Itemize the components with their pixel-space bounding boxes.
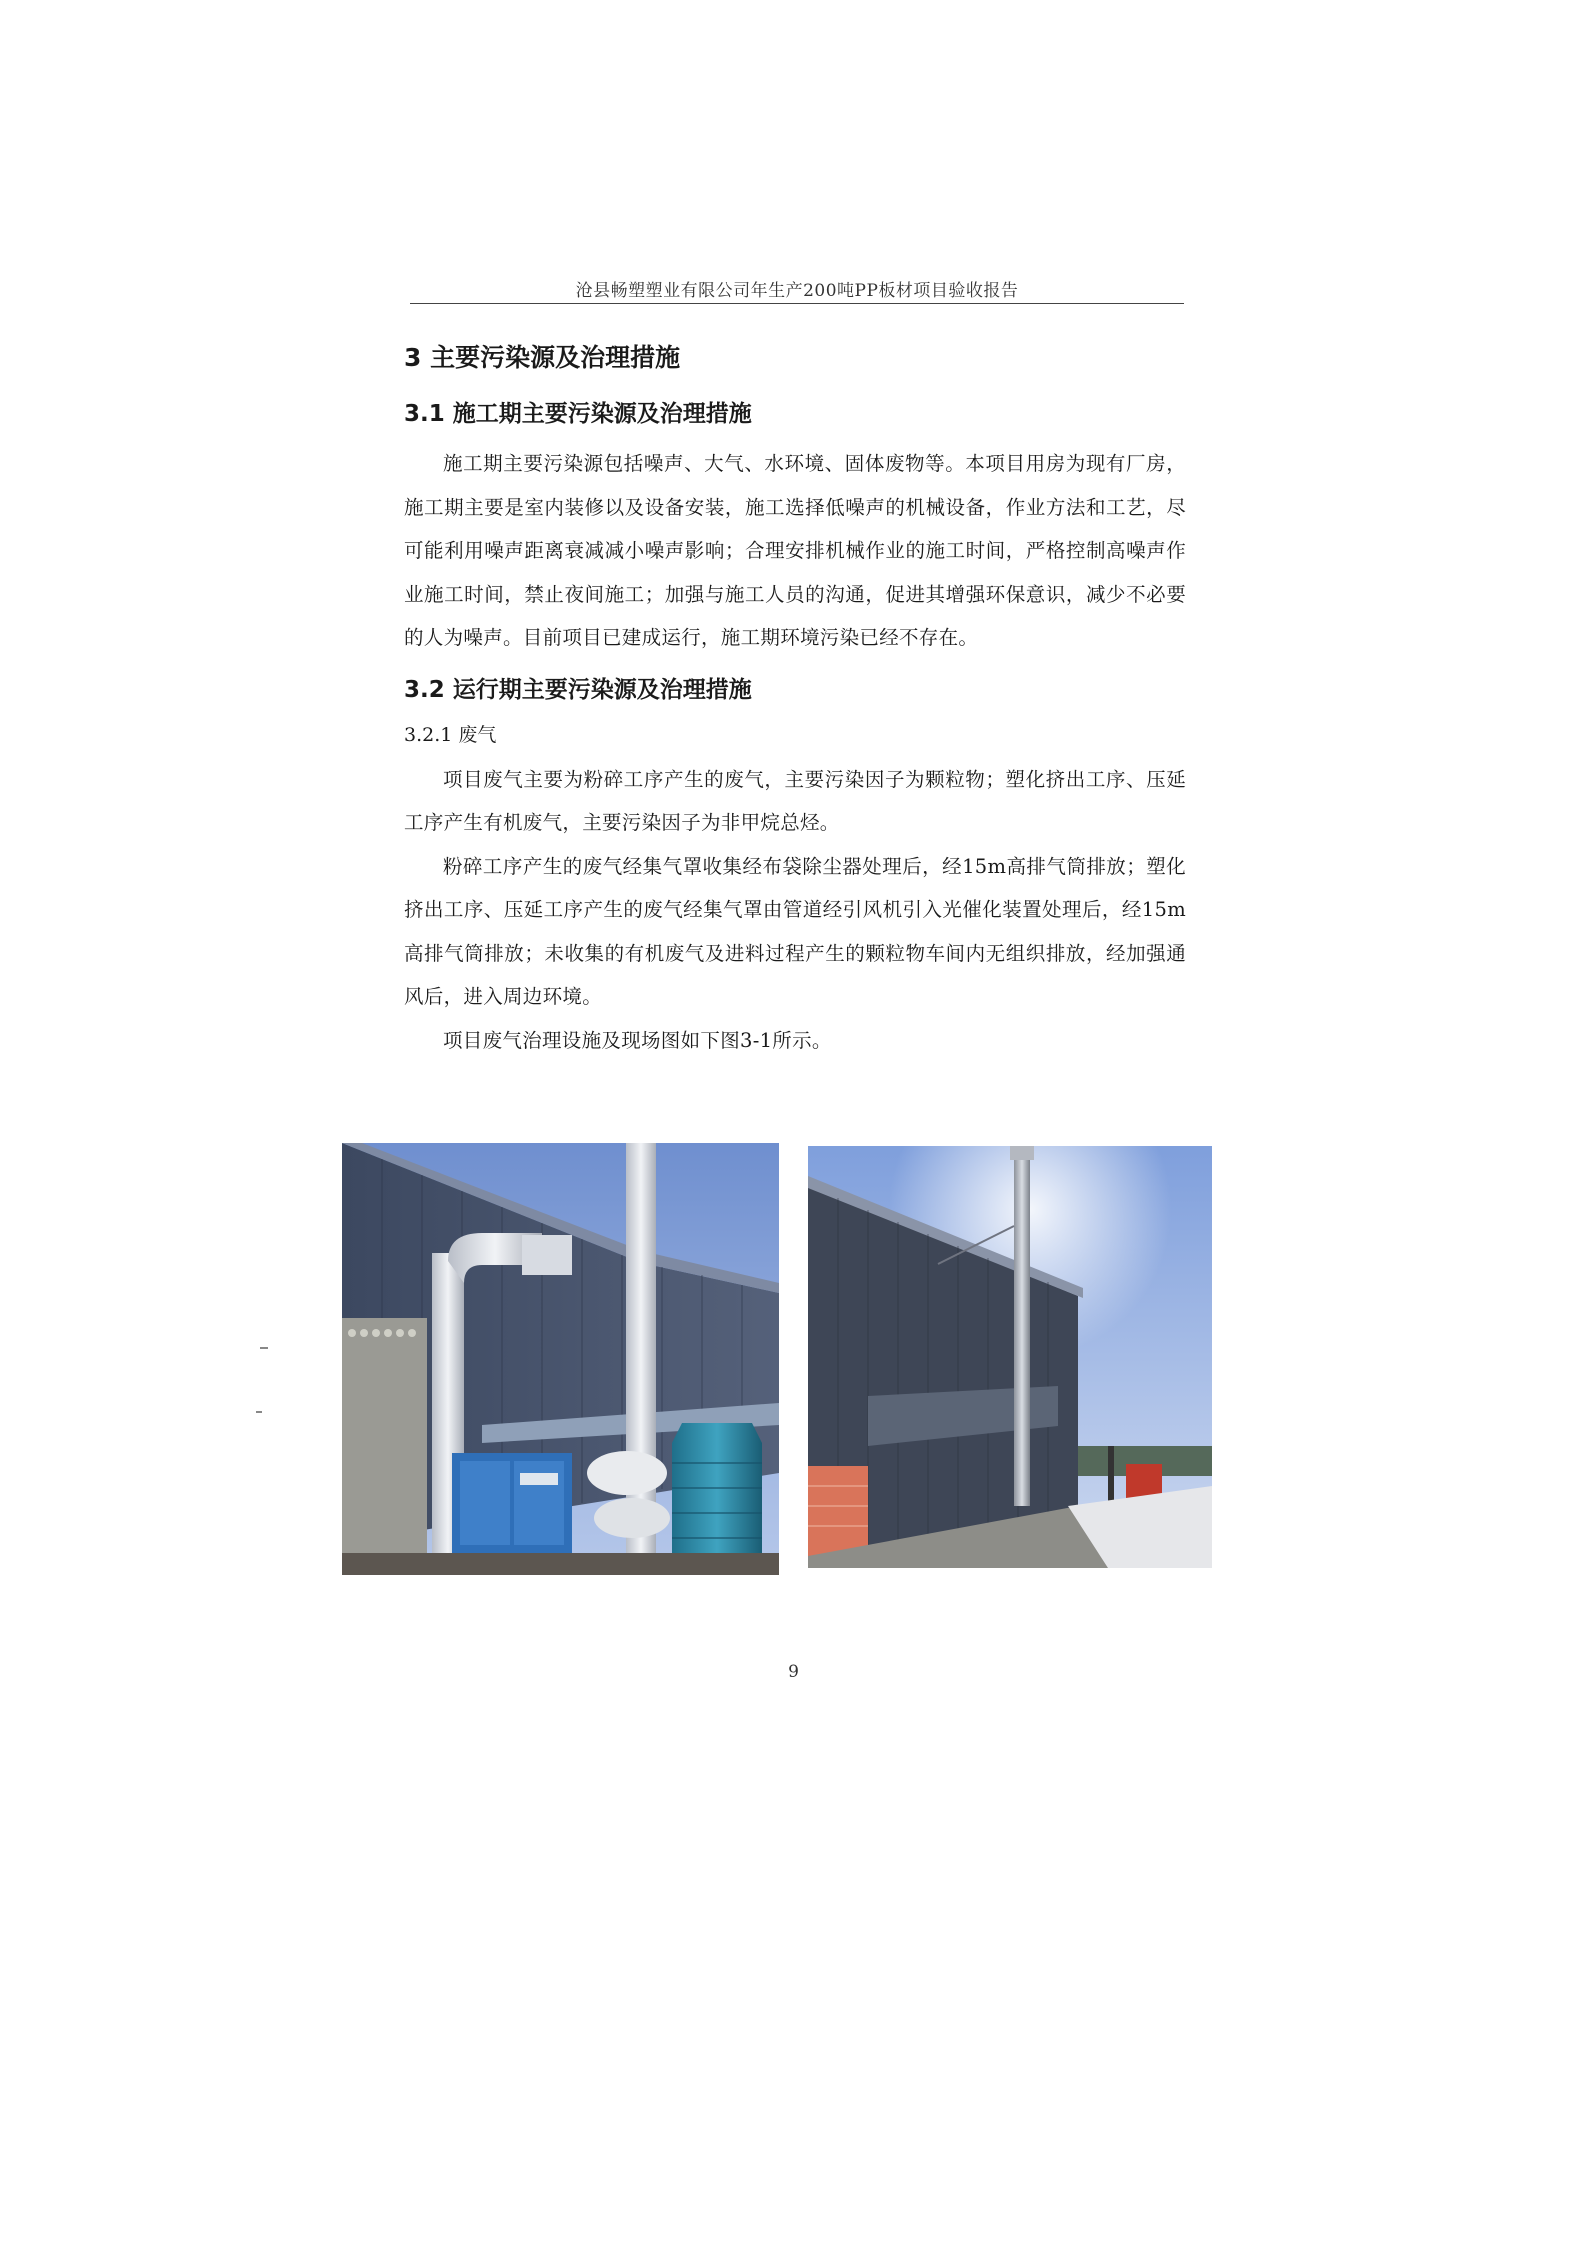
running-header: 沧县畅塑塑业有限公司年生产200吨PP板材项目验收报告 xyxy=(575,281,1019,301)
photo-exhaust-stack xyxy=(808,1146,1212,1568)
section-3-2-1-heading: 3.2.1 废气 xyxy=(404,723,497,746)
scan-mark xyxy=(256,1411,262,1413)
exhaust-paragraph-2: 粉碎工序产生的废气经集气罩收集经布袋除尘器处理后，经15m高排气筒排放；塑化挤出工序、压延工序产生的废气经集气罩由管道经引风机引入光催化装置处理后，经15m高排气筒排放；未收集的有机废气及进料过程产生的颗粒物车间内无组织排放，经加强通风后，进入周边环境。 xyxy=(404,854,1186,1008)
section-3-2-heading: 3.2 运行期主要污染源及治理措施 xyxy=(404,676,752,703)
page-content xyxy=(404,340,1186,1062)
figure-3-1 xyxy=(342,1143,1212,1575)
exhaust-paragraph-3: 项目废气治理设施及现场图如下图3-1所示。 xyxy=(443,1028,832,1052)
section-3-1-heading: 3.1 施工期主要污染源及治理措施 xyxy=(404,401,752,427)
photo-exhaust-treatment-equipment xyxy=(342,1143,779,1575)
section-3-1-paragraph: 施工期主要污染源包括噪声、大气、水环境、固体废物等。本项目用房为现有厂房，施工期主要是室内装修以及设备安装，施工选择低噪声的机械设备，作业方法和工艺，尽可能利用噪声距离衰减减小噪声影响；合理安排机械作业的施工时间，严格控制高噪声作业施工时间，禁止夜间施工；加强与施工人员的沟通，促进其增强环保意识，减少不必要的人为噪声。目前项目已建成运行，施工期环境污染已经不存在。 xyxy=(404,452,1186,649)
section-3-heading: 3 主要污染源及治理措施 xyxy=(404,343,681,372)
page-number: 9 xyxy=(788,1662,799,1682)
scan-mark xyxy=(260,1347,268,1349)
exhaust-paragraph-1: 项目废气主要为粉碎工序产生的废气，主要污染因子为颗粒物；塑化挤出工序、压延工序产生有机废气，主要污染因子为非甲烷总烃。 xyxy=(404,767,1186,834)
header-rule xyxy=(410,303,1184,304)
